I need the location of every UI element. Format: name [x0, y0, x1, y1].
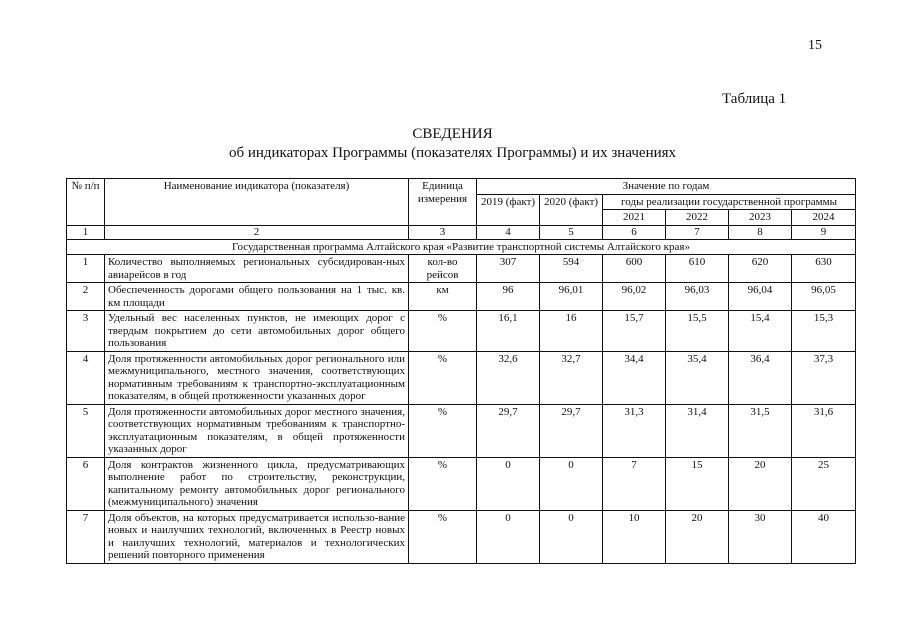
row-num: 4	[67, 351, 105, 404]
column-numbers-row	[67, 225, 856, 239]
value-2022: 31,4	[666, 404, 729, 457]
column-number: 6	[603, 225, 666, 239]
column-number: 7	[666, 225, 729, 239]
row-indicator-name: Доля контрактов жизненного цикла, предусматривающих выполнение работ по строительству, реконструкции, капитальному ремонту автомобильных дорог регионального (межмуниципального) значения	[105, 457, 409, 510]
value-2023: 96,04	[729, 283, 792, 311]
value-2021: 34,4	[603, 351, 666, 404]
document-title: СВЕДЕНИЯ	[412, 126, 493, 142]
row-num: 6	[67, 457, 105, 510]
row-unit: %	[409, 457, 477, 510]
header-2020: 2020 (факт)	[540, 194, 603, 225]
table-row	[67, 283, 856, 311]
value-2019: 29,7	[477, 404, 540, 457]
value-2020: 594	[540, 255, 603, 283]
value-2021: 600	[603, 255, 666, 283]
header-num: № п/п	[67, 179, 105, 226]
value-2023: 31,5	[729, 404, 792, 457]
value-2021: 15,7	[603, 311, 666, 352]
header-unit: Единица измерения	[409, 179, 477, 226]
value-2021: 31,3	[603, 404, 666, 457]
value-2021: 96,02	[603, 283, 666, 311]
column-number: 1	[67, 225, 105, 239]
row-indicator-name: Количество выполняемых региональных субсидирован-ных авиарейсов в год	[105, 255, 409, 283]
page-number: 15	[808, 38, 822, 53]
column-number: 8	[729, 225, 792, 239]
value-2019: 32,6	[477, 351, 540, 404]
row-indicator-name: Удельный вес населенных пунктов, не имеющих дорог с твердым покрытием до сети автомобильных дорог общего пользования	[105, 311, 409, 352]
row-unit: кол-во рейсов	[409, 255, 477, 283]
value-2019: 16,1	[477, 311, 540, 352]
row-unit: %	[409, 311, 477, 352]
column-number: 5	[540, 225, 603, 239]
value-2019: 0	[477, 457, 540, 510]
program-row	[67, 239, 856, 255]
row-indicator-name: Доля протяженности автомобильных дорог местного значения, соответствующих нормативным требованиям к транспортно-эксплуатационным показателям, в общей протяженности указанных дорог	[105, 404, 409, 457]
value-2020: 0	[540, 457, 603, 510]
row-num: 1	[67, 255, 105, 283]
value-2024: 630	[792, 255, 856, 283]
column-number: 4	[477, 225, 540, 239]
column-number: 2	[105, 225, 409, 239]
value-2023: 36,4	[729, 351, 792, 404]
program-name: Государственная программа Алтайского края «Развитие транспортной системы Алтайского края»	[67, 239, 856, 255]
table-label: Таблица 1	[722, 91, 787, 107]
table-row	[67, 510, 856, 563]
table-row	[67, 311, 856, 352]
value-2024: 25	[792, 457, 856, 510]
row-num: 5	[67, 404, 105, 457]
value-2021: 7	[603, 457, 666, 510]
table-row	[67, 404, 856, 457]
value-2019: 96	[477, 283, 540, 311]
table-row	[67, 255, 856, 283]
column-number: 9	[792, 225, 856, 239]
table-row	[67, 351, 856, 404]
value-2020: 0	[540, 510, 603, 563]
row-indicator-name: Обеспеченность дорогами общего пользования на 1 тыс. кв. км площади	[105, 283, 409, 311]
value-2020: 16	[540, 311, 603, 352]
header-name: Наименование индикатора (показателя)	[105, 179, 409, 226]
column-number: 3	[409, 225, 477, 239]
value-2019: 307	[477, 255, 540, 283]
document-subtitle: об индикаторах Программы (показателях Программы) и их значениях	[228, 145, 677, 161]
header-2019: 2019 (факт)	[477, 194, 540, 225]
row-indicator-name: Доля протяженности автомобильных дорог регионального или межмуниципального, местного значения, соответствующих нормативным требованиям к транспортно-эксплуатационным показателям, в общей протяженности указанных дорог	[105, 351, 409, 404]
header-2024: 2024	[792, 210, 856, 226]
value-2024: 31,6	[792, 404, 856, 457]
value-2024: 40	[792, 510, 856, 563]
value-2024: 15,3	[792, 311, 856, 352]
value-2024: 96,05	[792, 283, 856, 311]
header-2021: 2021	[603, 210, 666, 226]
value-2019: 0	[477, 510, 540, 563]
value-2023: 620	[729, 255, 792, 283]
value-2020: 96,01	[540, 283, 603, 311]
value-2023: 20	[729, 457, 792, 510]
header-2023: 2023	[729, 210, 792, 226]
indicators-table	[66, 178, 856, 564]
header-row-1	[67, 179, 856, 195]
value-2020: 29,7	[540, 404, 603, 457]
row-num: 2	[67, 283, 105, 311]
row-indicator-name: Доля объектов, на которых предусматривается использо-вание новых и наилучших технологий, включенных в Реестр новых и наилучших технологий, материалов и технологических решений повторного применения	[105, 510, 409, 563]
row-unit: %	[409, 510, 477, 563]
header-values-by-year: Значение по годам	[477, 179, 856, 195]
row-num: 7	[67, 510, 105, 563]
header-program-years: годы реализации государственной программы	[603, 194, 856, 210]
value-2020: 32,7	[540, 351, 603, 404]
value-2022: 15,5	[666, 311, 729, 352]
value-2024: 37,3	[792, 351, 856, 404]
value-2022: 610	[666, 255, 729, 283]
header-2022: 2022	[666, 210, 729, 226]
value-2022: 20	[666, 510, 729, 563]
value-2023: 30	[729, 510, 792, 563]
row-unit: км	[409, 283, 477, 311]
value-2022: 96,03	[666, 283, 729, 311]
value-2023: 15,4	[729, 311, 792, 352]
row-unit: %	[409, 404, 477, 457]
value-2022: 15	[666, 457, 729, 510]
row-num: 3	[67, 311, 105, 352]
table-row	[67, 457, 856, 510]
row-unit: %	[409, 351, 477, 404]
value-2022: 35,4	[666, 351, 729, 404]
value-2021: 10	[603, 510, 666, 563]
